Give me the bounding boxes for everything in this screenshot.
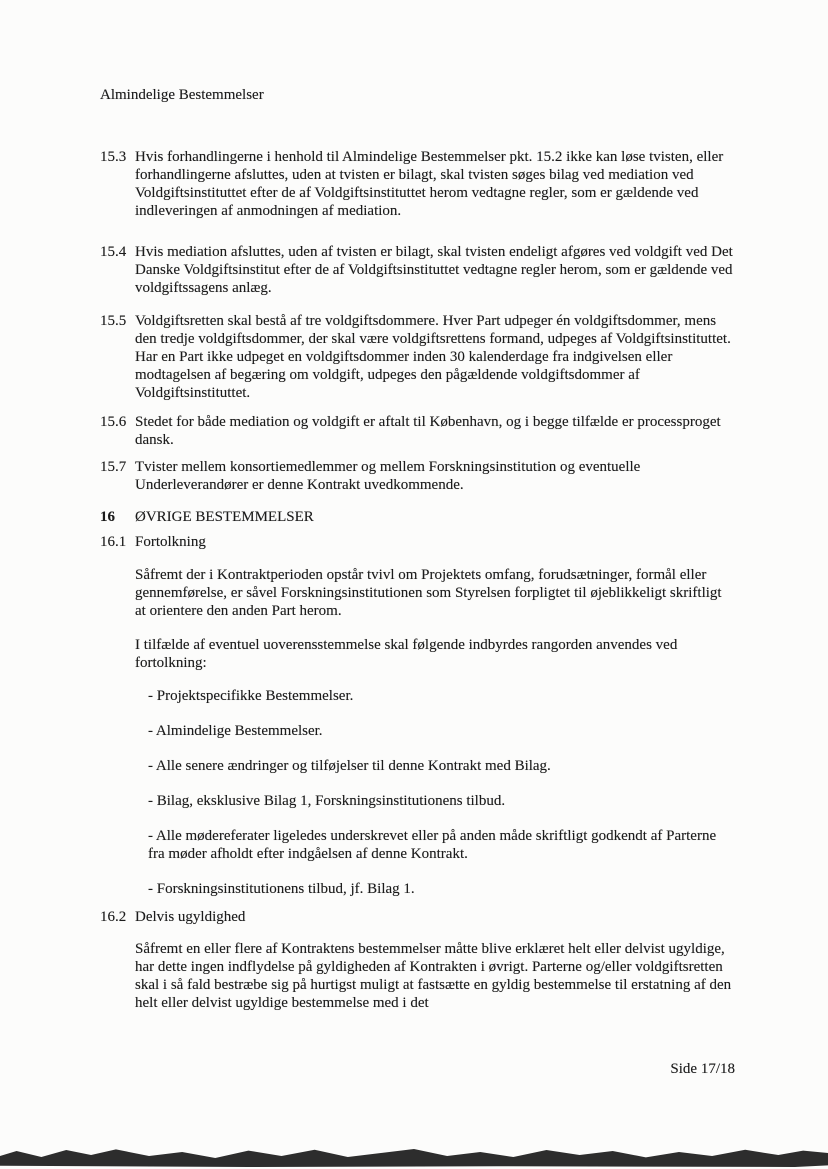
clause-text: Stedet for både mediation og voldgift er aftalt til København, og i begge tilfælde er processproget dansk.: [135, 414, 721, 448]
clause-15-6: [100, 413, 735, 449]
subsection-number: 16.1: [100, 534, 127, 550]
subsection-number: 16.2: [100, 909, 127, 925]
list-item: - Projektspecifikke Bestemmelser.: [148, 688, 354, 704]
document-header: Almindelige Bestemmelser: [100, 87, 264, 103]
list-item: - Forskningsinstitutionens tilbud, jf. Bilag 1.: [148, 881, 415, 897]
section-number: 16: [100, 509, 115, 525]
subsection-16-2-heading: [100, 908, 735, 926]
clause-number: 15.7: [100, 459, 127, 475]
clause-text: Tvister mellem konsortiemedlemmer og mellem Forskningsinstitution og eventuelle Underleverandører er denne Kontrakt uvedkommende.: [135, 459, 641, 493]
clause-number: 15.6: [100, 414, 127, 430]
section-title: ØVRIGE BESTEMMELSER: [135, 509, 314, 525]
clause-number: 15.5: [100, 313, 127, 329]
section-16-heading: [100, 508, 735, 526]
document-content: [100, 86, 735, 1012]
clause-number: 15.4: [100, 244, 127, 260]
clause-15-5: [100, 312, 735, 402]
clause-text: Hvis forhandlingerne i henhold til Almindelige Bestemmelser pkt. 15.2 ikke kan løse tvisten, eller forhandlingerne afsluttes, uden at tvisten er bilagt, skal tvisten søges bilag ved mediation ved Voldgiftsinstituttet efter de af Voldgiftsinstituttet herom vedtagne regler, som er gældende ved indleveringen af anmodningen af mediation.: [135, 149, 724, 219]
list-item: - Bilag, eksklusive Bilag 1, Forskningsinstitutionens tilbud.: [148, 793, 506, 809]
paragraph: Såfremt der i Kontraktperioden opstår tvivl om Projektets omfang, forudsætninger, formål eller gennemførelse, er såvel Forskningsinstitutionen som Styrelsen forpligtet til øjeblikkeligt skriftligt at orientere den anden Part herom.: [135, 567, 722, 619]
list-item: - Almindelige Bestemmelser.: [148, 723, 323, 739]
clause-15-4: [100, 243, 735, 297]
subsection-title: Fortolkning: [135, 534, 206, 550]
clause-15-7: [100, 458, 735, 494]
clause-15-3: [100, 148, 735, 220]
subsection-16-1-heading: [100, 533, 735, 551]
subsection-title: Delvis ugyldighed: [135, 909, 246, 925]
paragraph: Såfremt en eller flere af Kontraktens bestemmelser måtte blive erklæret helt eller delvist ugyldige, har dette ingen indflydelse på gyldigheden af Kontrakten i øvrigt. Parterne og/eller voldgiftsretten skal i så fald bestræbe sig på hurtigst muligt at fastsætte en gyldig bestemmelse til erstatning af den helt eller delvist ugyldige bestemmelse med i det: [135, 941, 732, 1011]
clause-text: Voldgiftsretten skal bestå af tre voldgiftsdommere. Hver Part udpeger én voldgiftsdommer, mens den tredje voldgiftsdommer, der skal være voldgiftsrettens formand, udpeges af Voldgiftsinstituttet. Har en Part ikke udpeget en voldgiftsdommer inden 30 kalenderdage fra indgivelsen eller modtagelsen af begæring om voldgift, udpeges den pågældende voldgiftsdommer af Voldgiftsinstituttet.: [135, 313, 731, 401]
list-item: - Alle mødereferater ligeledes underskrevet eller på anden måde skriftligt godkendt af Parterne fra møder afholdt efter indgåelsen af denne Kontrakt.: [148, 828, 717, 862]
clause-text: Hvis mediation afsluttes, uden af tvisten er bilagt, skal tvisten endeligt afgøres ved voldgift ved Det Danske Voldgiftsinstitut efter de af Voldgiftsinstituttet vedtagne regler herom, som er gældende ved voldgiftssagens anlæg.: [135, 244, 733, 296]
page-number: Side 17/18: [670, 1061, 735, 1077]
scan-artifact-bar: [0, 1147, 828, 1167]
clause-number: 15.3: [100, 149, 127, 165]
paragraph: I tilfælde af eventuel uoverensstemmelse skal følgende indbyrdes rangorden anvendes ved fortolkning:: [135, 637, 678, 671]
list-item: - Alle senere ændringer og tilføjelser til denne Kontrakt med Bilag.: [148, 758, 551, 774]
